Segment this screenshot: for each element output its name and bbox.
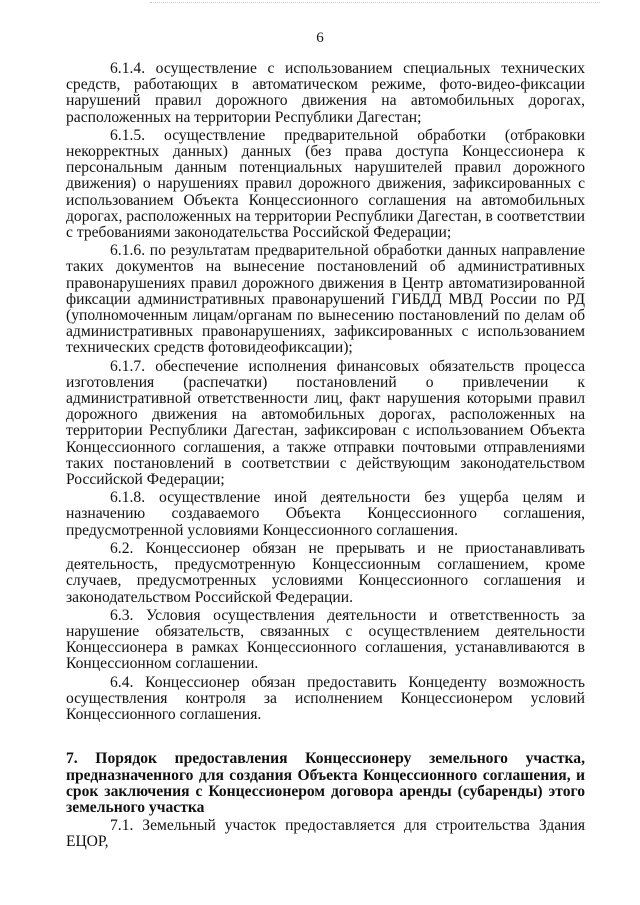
clause-6-1-4: 6.1.4. осуществление с использованием специальных технических средств, работающих в автоматическом режиме, фото-видео-фиксации нарушений правил дорожного движения на автомобильных дорогах, расположенных на территории Республики Дагестан; bbox=[66, 60, 585, 126]
scan-artifact-line bbox=[150, 2, 600, 5]
document-body bbox=[66, 61, 585, 850]
clause-7-1: 7.1. Земельный участок предоставляется для строительства Здания ЕЦОР, bbox=[66, 816, 585, 850]
section-7-heading: 7. Порядок предоставления Концессионеру земельного участка, предназначенного для создания Объекта Концессионного соглашения, и срок заключения с Концессионером договора аренды (субаренды) этого земельного участка bbox=[66, 750, 585, 817]
page-number: 6 bbox=[316, 30, 324, 46]
clause-6-4: 6.4. Концессионер обязан предоставить Концеденту возможность осуществления контроля за исполнением Концессионером условий Концессионного соглашения. bbox=[66, 673, 585, 723]
clause-6-3: 6.3. Условия осуществления деятельности и ответственность за нарушение обязательств, связанных с осуществлением деятельности Концессионера в рамках Концессионного соглашения, устанавливаются в Концессионном соглашении. bbox=[66, 606, 585, 673]
clause-6-1-7: 6.1.7. обеспечение исполнения финансовых обязательств процесса изготовления (распечатки) постановлений о привлечении к административной ответственности лиц, факт нарушения которыми правил дорожного движения на автомобильных дорогах, расположенных на территории Республики Дагестан, зафиксирован с использованием Объекта Концессионного соглашения, а также отправки почтовыми отправлениями таких постановлений в соответствии с действующим законодательством Российской Федерации; bbox=[66, 357, 585, 489]
clause-6-1-8: 6.1.8. осуществление иной деятельности без ущерба целям и назначению создаваемого Объекта Концессионного соглашения, предусмотренной условиями Концессионного соглашения. bbox=[66, 489, 585, 539]
clause-6-1-5: 6.1.5. осуществление предварительной обработки (отбраковки некорректных данных) данных (без права доступа Концессионера к персональным данным потенциальных нарушителей правил дорожного движения) о нарушениях правил дорожного движения, зафиксированных с использованием Объекта Концессионного соглашения на автомобильных дорогах, расположенных на территории Республики Дагестан, в соответствии с требованиями законодательства Российской Федерации; bbox=[66, 126, 585, 242]
clause-6-2: 6.2. Концессионер обязан не прерывать и не приостанавливать деятельность, предусмотренную Концессионным соглашением, кроме случаев, предусмотренных условиями Концессионного соглашения и законодательством Российской Федерации. bbox=[66, 539, 585, 606]
clause-6-1-6: 6.1.6. по результатам предварительной обработки данных направление таких документов на вынесение постановлений об административных правонарушениях правил дорожного движения в Центр автоматизированной фиксации административных правонарушений ГИБДД МВД России по РД (уполномоченным лицам/органам по вынесению постановлений по делам об административных правонарушениях, зафиксированных с использованием технических средств фотовидеофиксации); bbox=[66, 242, 585, 357]
